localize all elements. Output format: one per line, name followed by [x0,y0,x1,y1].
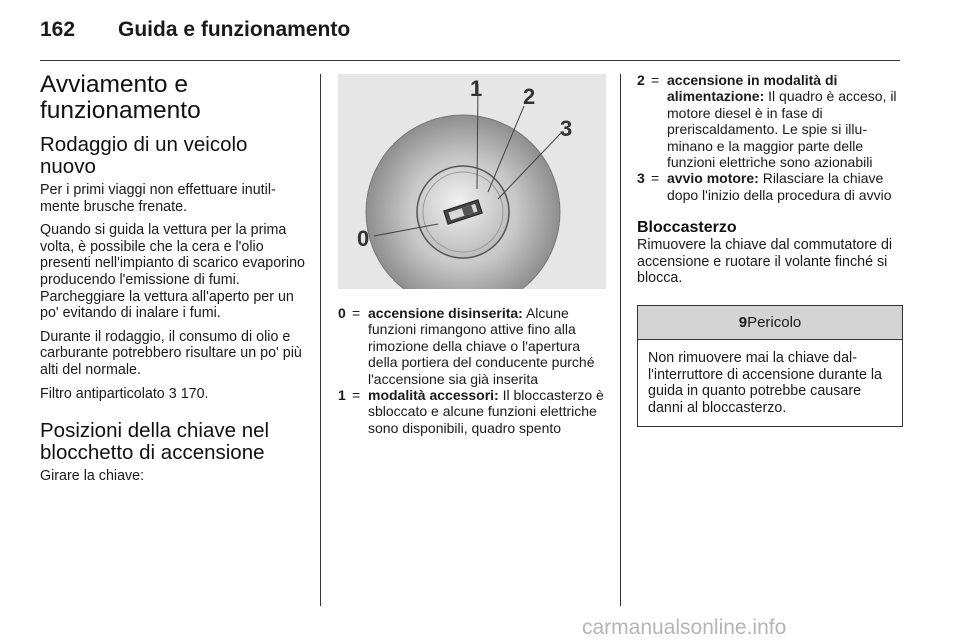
position-term: modalità accessori: [368,387,499,404]
position-desc: Alcune funzioni rimangono attive fino alla rimozione della chiave o l'apertura della portiera del conducente purché l'accensione sia già inserita [368,305,595,387]
position-description [368,387,606,436]
warning-title: Pericolo [747,314,802,332]
position-term: avvio motore: [667,170,759,187]
list-item [637,72,903,170]
position-description [667,72,903,170]
particulate-filter-reference[interactable] [40,386,306,403]
label-position-2: 2 [523,84,536,109]
paragraph: Quando si guida la vettura per la prima volta, è possibile che la cera e l'olio presenti nell'impianto di scarico evaporino producendo l'emissione di fumi. Parcheggiare la vettura all'aperto per un po' evitando di inalare i fumi. [40,222,305,322]
equals-sign: = [651,170,660,187]
steering-lock-heading: Bloccasterzo [637,219,737,237]
equals-sign: = [352,305,361,321]
chapter-title: Guida e funzionamento [118,18,351,41]
watermark: carmanualsonline.info [582,616,787,639]
position-desc: Rilasciare la chiave dopo l'inizio della procedura di avvio [667,170,892,203]
position-term: accensione in modalità di alimentazione: [667,72,838,105]
page-header [0,0,960,64]
break-in-heading: Rodaggio di un veicolo nuovo [40,133,248,178]
page-arrow-icon: 3 [168,385,177,402]
label-position-0: 0 [357,226,370,251]
column-middle [338,72,606,436]
warning-header [638,306,902,340]
positions-list-b [637,72,903,203]
warning-triangle-icon: 9 [738,314,748,332]
paragraph: Durante il rodaggio, il consumo di olio e carburante potrebbero risultare un po' più alti del normale. [40,328,302,378]
list-item [637,170,903,203]
danger-warning-box [637,305,903,427]
position-term: accensione disinserita: [368,305,523,321]
steering-lock-text: Rimuovere la chiave dal commutatore di accensione e ruotare il volante finché si blocca. [637,237,893,287]
section-title: Avviamento e funzionamento [40,71,201,124]
position-key: 3 [637,170,645,187]
column-divider-2 [620,74,621,606]
positions-list-a [338,305,606,436]
page-number: 162 [40,18,76,41]
position-desc: Il bloccasterzo è sbloccato e alcune funzioni elettriche sono disponibili, quadro spento [368,387,604,436]
list-item [338,305,606,387]
position-description [368,305,606,387]
warning-text: Non rimuovere mai la chiave dall'interruttore di accensione durante la guida in quanto potrebbe causare danni al bloccasterzo. [648,350,882,416]
position-desc: Il quadro è acceso, il motore diesel è in fase di preriscaldamento. Le spie si illuminano e la maggior parte delle funzioni elettriche sono azionabili [667,88,897,171]
column-left [40,72,306,492]
column-divider-1 [320,74,321,606]
turn-key-text: Girare la chiave: [40,468,145,485]
reference-text: Filtro antiparticolato [40,385,165,402]
position-key: 0 [338,305,346,321]
column-right [637,72,903,427]
reference-page: 170. [180,385,209,402]
position-key: 2 [637,72,645,88]
header-rule [40,60,900,61]
label-position-3: 3 [560,116,573,141]
key-positions-heading: Posizioni della chiave nel blocchetto di accensione [40,419,270,465]
equals-sign: = [651,72,660,88]
position-key: 1 [338,387,346,404]
position-description [667,170,903,203]
ignition-key-diagram [338,74,606,289]
paragraph: Per i primi viaggi non effettuare inutilmente brusche frenate. [40,182,276,215]
label-position-1: 1 [470,76,483,101]
list-item [338,387,606,436]
equals-sign: = [352,387,361,404]
